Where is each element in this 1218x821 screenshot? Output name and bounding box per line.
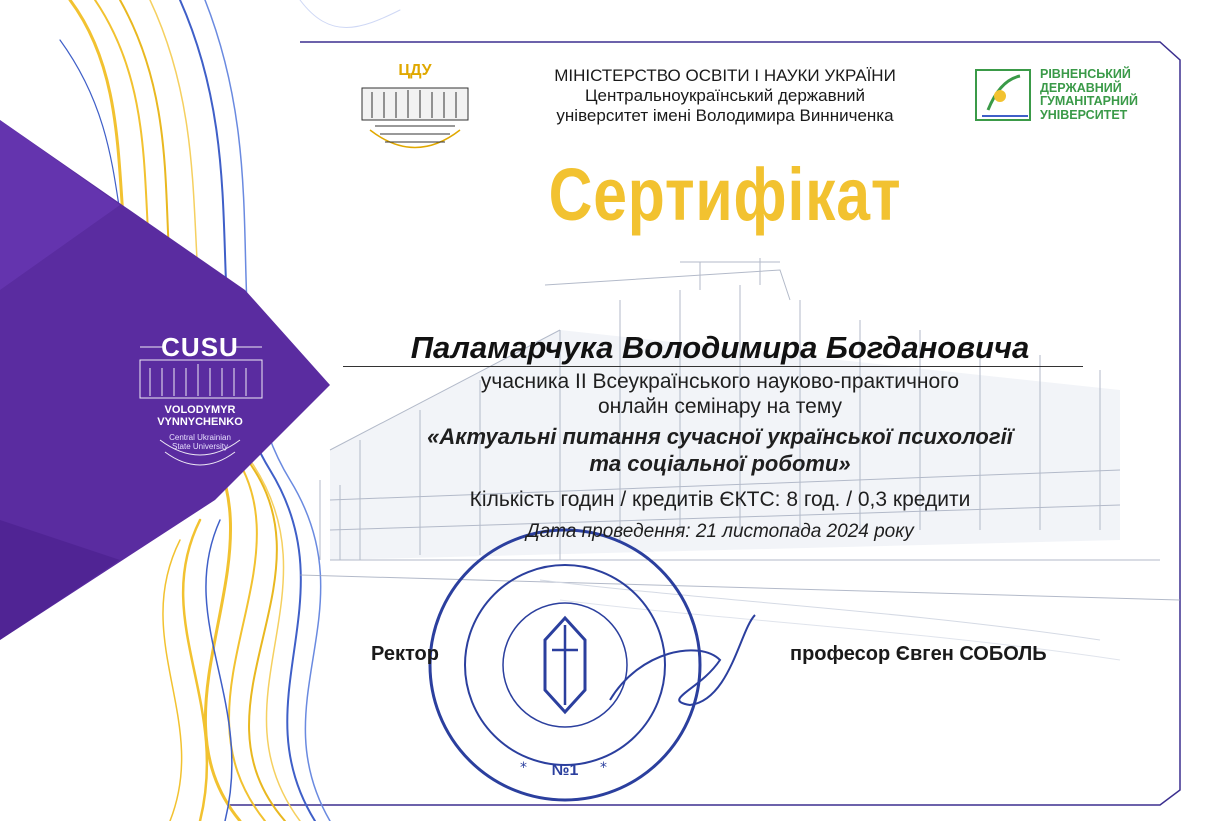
header-university-line2: університет імені Володимира Винниченка [556,106,894,125]
cusu-logo-caption [140,433,260,451]
header-block [470,66,980,126]
rdgu-line: УНІВЕРСИТЕТ [1040,107,1128,122]
header-university-line1: Центральноукраїнський державний [584,86,866,105]
rdgu-line: ДЕРЖАВНИЙ [1040,80,1122,95]
official-stamp [430,530,700,800]
svg-text:№1: №1 [551,762,579,779]
cusu-logo-label: CUSU [161,332,239,362]
signatory-role: Ректор [371,643,439,665]
rdgu-line: ГУМАНІТАРНИЙ [1040,94,1139,108]
rdgu-logo [976,70,1030,120]
recipient-underline [343,366,1083,367]
cusu-sub-line: VYNNYCHENKO [157,416,243,428]
topic-line-2: та соціальної роботи» [589,451,851,476]
recipient-name: Паламарчука Володимира Богдановича [410,330,1030,365]
topic-line-1: «Актуальні питання сучасної української психології [427,424,1013,449]
signature-scribble [610,615,755,705]
rdgu-line: РІВНЕНСЬКИЙ [1040,67,1131,81]
event-date: Дата проведення: 21 листопада 2024 року [526,521,914,542]
svg-text:*: * [600,760,607,776]
rdgu-logo-text [1040,68,1138,122]
signatory-name: професор Євген СОБОЛЬ [790,643,1047,665]
cusu-sub-line: VOLODYMYR [164,404,236,416]
cusu-logo-subtitle [140,404,260,428]
seminar-line: онлайн семінару на тему [597,395,843,418]
hours-credits: Кількість годин / кредитів ЄКТС: 8 год. / 0,3 кредити [469,488,971,511]
cusu-caption-line: State University [171,442,229,451]
header-ministry: МІНІСТЕРСТВО ОСВІТИ І НАУКИ УКРАЇНИ [554,66,896,85]
certificate-title: Сертифікат [548,153,902,236]
cdu-logo-label: ЦДУ [398,62,432,79]
svg-text:*: * [520,760,527,776]
cdu-logo [362,88,468,148]
cusu-caption-line: Central Ukrainian [169,433,231,442]
participation-line: учасника ІІ Всеукраїнського науково-практичного [480,370,960,393]
